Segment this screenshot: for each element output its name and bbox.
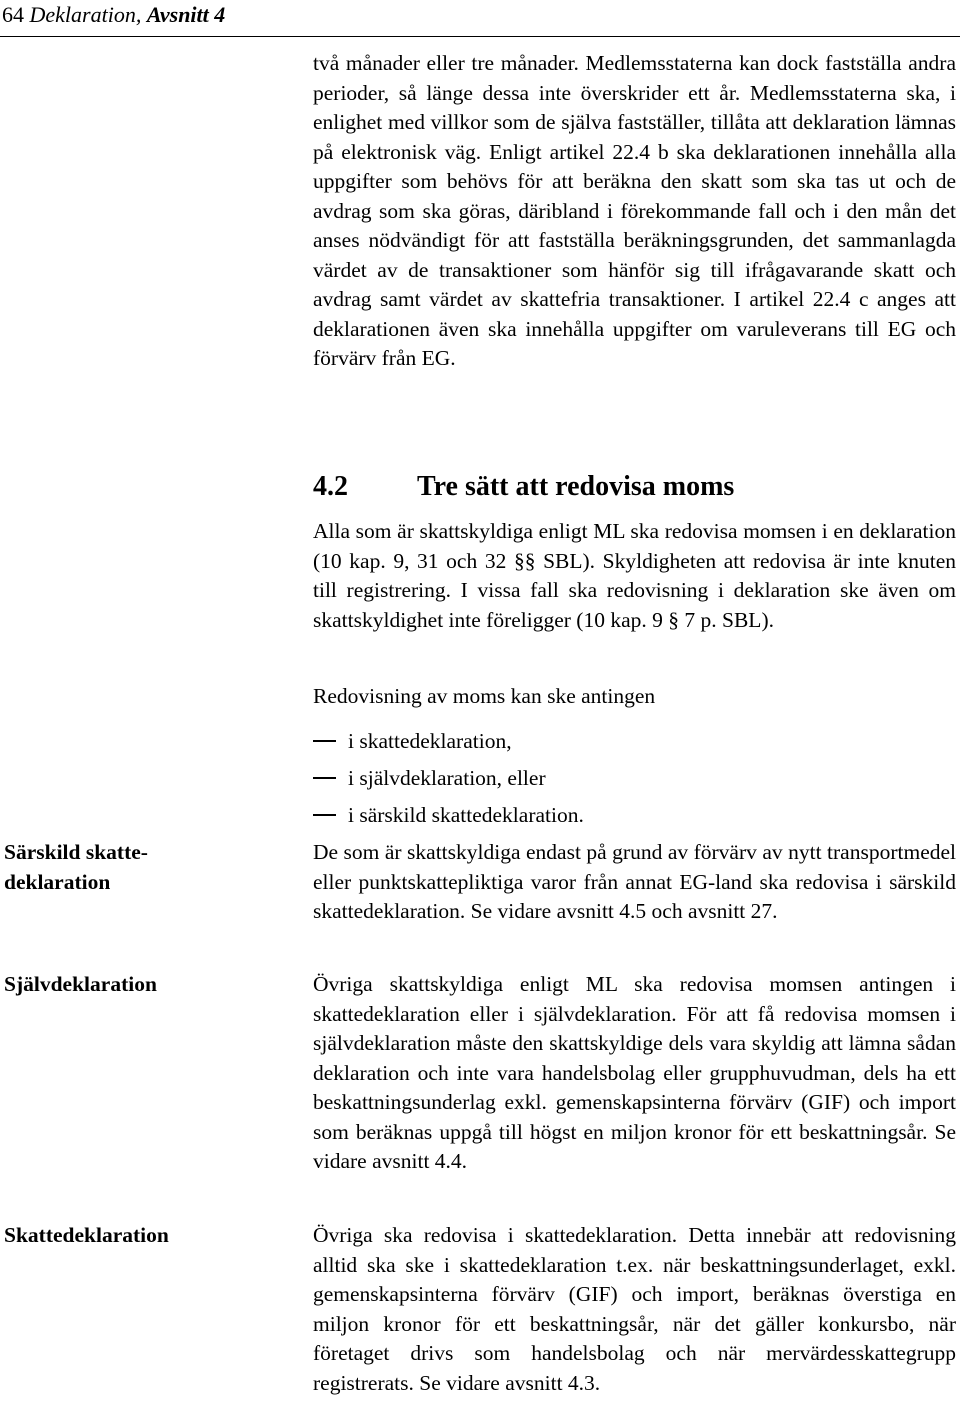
list-item-text: i självdeklaration, eller — [348, 766, 546, 790]
running-header — [2, 2, 225, 28]
reporting-methods-list — [313, 723, 956, 834]
paragraph-eu-rules — [313, 49, 956, 374]
paragraph-text: Övriga skattskyldiga enligt ML ska redovisa momsen antingen i skattedeklaration eller i självdeklaration. För att få redovisa momsen i självdeklaration måste den skattskyldige dels vara skyldig att lämna sådan deklaration och inte vara handelsbolag eller grupphuvudman, dels ha ett beskattningsunderlag exkl. gemenskapsinterna förvärv (GIF) och import som beräknas uppgå till högst en miljon kronor för ett beskattningsår. Se vidare avsnitt 4.4. — [313, 972, 956, 1173]
dash-bullet-icon — [313, 814, 336, 816]
paragraph-intro-list — [313, 682, 956, 712]
section-heading — [313, 470, 956, 504]
paragraph-special-declaration — [313, 838, 956, 927]
list-item — [313, 723, 956, 760]
margin-note-sjalvdeklaration: Självdeklaration — [4, 972, 157, 996]
paragraph-text: två månader eller tre månader. Medlemsstaterna kan dock fastställa andra perioder, så länge dessa inte överskrider ett år. Medlemsstaterna ska, i enlighet med villkor som de själva fastställer, tillåta att deklaration lämnas på elektronisk väg. Enligt artikel 22.4 b ska deklarationen innehålla alla uppgifter som behövs för att beräkna den skatt som ska tas ut och de avdrag som ska göras, däribland i förekommande fall och i den mån det anses nödvändigt för att fastställa beräkningsgrunden, det sammanlagda värdet av de transaktioner som hänför sig till ifrågavarande skatt och avdrag samt värdet av skattefria transaktioner. I artikel 22.4 c anges att deklarationen även ska innehålla uppgifter om varuleverans till EG och förvärv från EG. — [313, 51, 956, 370]
paragraph-text: De som är skattskyldiga endast på grund av förvärv av nytt transportmedel eller punktskattepliktiga varor från annat EG-land ska redovisa i särskild skattedeklaration. Se vidare avsnitt 4.5 och avsnitt 27. — [313, 840, 956, 923]
dash-bullet-icon — [313, 777, 336, 779]
page-header — [0, 0, 960, 37]
chapter-title: Deklaration, — [29, 2, 142, 27]
list-item — [313, 760, 956, 797]
paragraph-text: Redovisning av moms kan ske antingen — [313, 684, 656, 708]
margin-note-skattedeklaration: Skattedeklaration — [4, 1223, 169, 1247]
section-number: 4.2 — [313, 471, 348, 502]
list-item — [313, 797, 956, 834]
section-heading-title: Tre sätt att redovisa moms — [417, 471, 735, 502]
page-number: 64 — [2, 2, 24, 27]
paragraph-text: Alla som är skattskyldiga enligt ML ska redovisa momsen i en deklaration (10 kap. 9, 31 och 32 §§ SBL). Skyldigheten att redovisa är inte knuten till registrering. I vissa fall ska redovisning i deklaration ske även om skattskyldighet inte föreligger (10 kap. 9 § 7 p. SBL). — [313, 519, 956, 632]
paragraph-tax-declaration — [313, 1221, 956, 1398]
section-title: Avsnitt 4 — [146, 2, 226, 27]
list-item-text: i skattedeklaration, — [348, 729, 512, 753]
list-item-text: i särskild skattedeklaration. — [348, 803, 584, 827]
margin-note-sarskild-skattedeklaration: Särskild skattedeklaration — [4, 840, 148, 894]
dash-bullet-icon — [313, 740, 336, 742]
paragraph-self-declaration — [313, 970, 956, 1177]
paragraph-declaration-duty — [313, 517, 956, 635]
paragraph-text: Övriga ska redovisa i skattedeklaration. Detta innebär att redovisning alltid ska ske i skattedeklaration t.ex. när beskattningsunderlaget, exkl. gemenskapsinterna förvärv (GIF) och import, beräknas överstiga en miljon kronor för ett beskattningsår, när det gäller konkursbo, när företaget drivs som handelsbolag och när mervärdesskattegrupp registrerats. Se vidare avsnitt 4.3. — [313, 1223, 956, 1395]
